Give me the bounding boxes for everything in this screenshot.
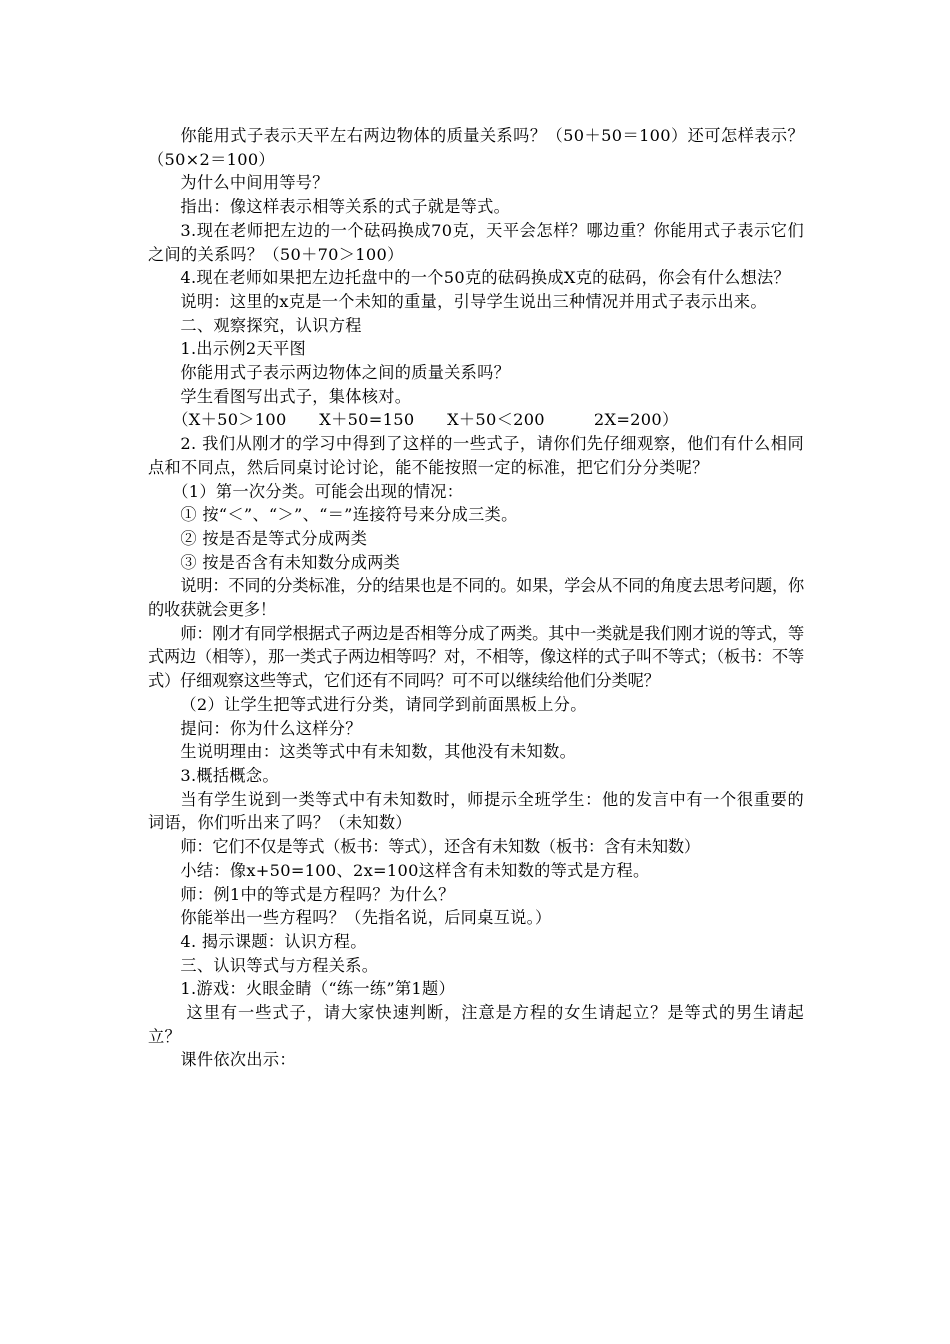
section-heading-2: 二、观察探究，认识方程 xyxy=(180,315,362,335)
paragraph-2: 为什么中间用等号？ xyxy=(180,173,329,193)
paragraph-10: 2. 我们从刚才的学习中得到了这样的一些式子，请你们先仔细观察，他们有什么相同点和不同点，然后同桌讨论讨论，能不能按照一定的标准，把它们分分类呢？ xyxy=(148,434,804,477)
paragraph-8: 你能用式子表示两边物体之间的质量关系吗？ xyxy=(180,363,511,383)
list-item-3: ③ 按是否含有未知数分成两类 xyxy=(180,552,401,572)
paragraph-4: 3.现在老师把左边的一个砝码换成70克，天平会怎样？哪边重？你能用式子表示它们之间的关系吗？（50＋70＞100） xyxy=(148,220,804,264)
paragraph-21: 师：例1中的等式是方程吗？为什么？ xyxy=(180,884,455,904)
paragraph-20: 小结：像x+50=100、2x=100这样含有未知数的等式是方程。 xyxy=(180,860,650,880)
paragraph-19: 师：它们不仅是等式（板书：等式），还含有未知数（板书：含有未知数） xyxy=(180,837,700,857)
paragraph-12: 说明：不同的分类标准，分的结果也是不同的。如果，学会从不同的角度去思考问题，你的收获就会更多！ xyxy=(148,576,804,620)
paragraph-14: （2）让学生把等式进行分类，请同学到前面黑板上分。 xyxy=(180,694,587,714)
paragraph-5: 4.现在老师如果把左边托盘中的一个50克的砝码换成X克的砝码，你会有什么想法？ xyxy=(180,268,791,288)
paragraph-24: 1.游戏：火眼金睛（“练一练”第1题） xyxy=(180,979,456,999)
list-item-1: ① 按“＜”、“＞”、“＝”连接符号来分成三类。 xyxy=(180,505,518,525)
expression-list: （X＋50＞100 X＋50=150 X＋50＜200 2X=200） xyxy=(172,410,679,430)
paragraph-15: 提问：你为什么这样分？ xyxy=(180,718,362,738)
paragraph-18: 当有学生说到一类等式中有未知数时，师提示全班学生：他的发言中有一个很重要的词语，你们听出来了吗？（未知数） xyxy=(148,789,804,833)
paragraph-3: 指出：像这样表示相等关系的式子就是等式。 xyxy=(180,197,511,217)
list-item-2: ② 按是否是等式分成两类 xyxy=(180,528,368,548)
paragraph-9: 学生看图写出式子，集体核对。 xyxy=(180,386,412,406)
document-body xyxy=(148,124,804,1072)
paragraph-25: 这里有一些式子，请大家快速判断，注意是方程的女生请起立？是等式的男生请起立？ xyxy=(148,1003,805,1046)
paragraph-16: 生说明理由：这类等式中有未知数，其他没有未知数。 xyxy=(180,742,577,762)
paragraph-23: 4. 揭示课题：认识方程。 xyxy=(180,931,367,951)
section-heading-3: 三、认识等式与方程关系。 xyxy=(180,955,379,975)
paragraph-1: 你能用式子表示天平左右两边物体的质量关系吗？（50＋50＝100）还可怎样表示？（50×2＝100） xyxy=(148,126,804,169)
paragraph-22: 你能举出一些方程吗？（先指名说，后同桌互说。） xyxy=(180,908,552,928)
paragraph-6: 说明：这里的x克是一个未知的重量，引导学生说出三种情况并用式子表示出来。 xyxy=(180,291,767,311)
paragraph-7: 1.出示例2天平图 xyxy=(180,339,306,359)
paragraph-11: （1）第一次分类。可能会出现的情况： xyxy=(172,481,464,501)
paragraph-13: 师：刚才有同学根据式子两边是否相等分成了两类。其中一类就是我们刚才说的等式，等式两边（相等），那一类式子两边相等吗？对，不相等，像这样的式子叫不等式；（板书：不等式）仔细观察这些等式，它们还有不同吗？可不可以继续给他们分类呢？ xyxy=(148,623,804,691)
paragraph-26: 课件依次出示： xyxy=(180,1050,296,1070)
paragraph-17: 3.概括概念。 xyxy=(180,765,279,785)
